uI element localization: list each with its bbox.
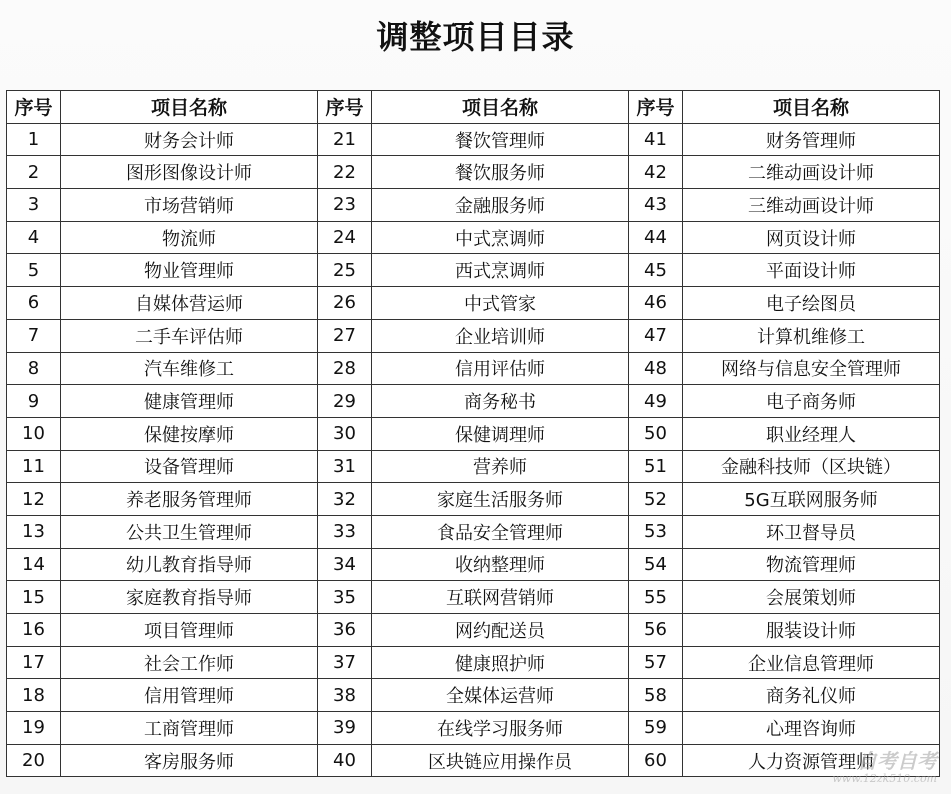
item-serial: 50 bbox=[629, 417, 683, 450]
item-serial: 6 bbox=[7, 287, 61, 320]
item-serial: 23 bbox=[318, 189, 372, 222]
item-serial: 39 bbox=[318, 712, 372, 745]
item-name: 公共卫生管理师 bbox=[61, 515, 318, 548]
table-row bbox=[7, 417, 940, 450]
item-name: 平面设计师 bbox=[683, 254, 940, 287]
table-row bbox=[7, 450, 940, 483]
item-name: 二维动画设计师 bbox=[683, 156, 940, 189]
item-serial: 21 bbox=[318, 123, 372, 156]
item-serial: 11 bbox=[7, 450, 61, 483]
table-row bbox=[7, 679, 940, 712]
item-name: 餐饮管理师 bbox=[372, 123, 629, 156]
item-serial: 51 bbox=[629, 450, 683, 483]
table-row bbox=[7, 712, 940, 745]
item-name: 全媒体运营师 bbox=[372, 679, 629, 712]
item-name: 网约配送员 bbox=[372, 614, 629, 647]
item-name: 企业培训师 bbox=[372, 319, 629, 352]
table-row bbox=[7, 319, 940, 352]
item-name: 财务会计师 bbox=[61, 123, 318, 156]
header-serial-3: 序号 bbox=[629, 91, 683, 124]
item-name: 心理咨询师 bbox=[683, 712, 940, 745]
document-title: 调整项目目录 bbox=[376, 18, 575, 56]
item-name: 养老服务管理师 bbox=[61, 483, 318, 516]
item-name: 计算机维修工 bbox=[683, 319, 940, 352]
item-serial: 12 bbox=[7, 483, 61, 516]
watermark bbox=[832, 751, 937, 784]
item-serial: 27 bbox=[318, 319, 372, 352]
item-name: 电子绘图员 bbox=[683, 287, 940, 320]
item-serial: 29 bbox=[318, 385, 372, 418]
table-row bbox=[7, 254, 940, 287]
header-name-3: 项目名称 bbox=[683, 91, 940, 124]
item-name: 客房服务师 bbox=[61, 744, 318, 777]
item-serial: 44 bbox=[629, 221, 683, 254]
item-name: 收纳整理师 bbox=[372, 548, 629, 581]
item-name: 项目管理师 bbox=[61, 614, 318, 647]
item-name: 人力资源管理师 bbox=[683, 744, 940, 777]
item-name: 幼儿教育指导师 bbox=[61, 548, 318, 581]
item-serial: 53 bbox=[629, 515, 683, 548]
item-serial: 45 bbox=[629, 254, 683, 287]
item-serial: 52 bbox=[629, 483, 683, 516]
header-serial-1: 序号 bbox=[7, 91, 61, 124]
item-name: 商务礼仪师 bbox=[683, 679, 940, 712]
item-serial: 1 bbox=[7, 123, 61, 156]
watermark-logo-text: 自考自考 bbox=[857, 749, 937, 773]
item-name: 环卫督导员 bbox=[683, 515, 940, 548]
table-row bbox=[7, 614, 940, 647]
item-name: 互联网营销师 bbox=[372, 581, 629, 614]
table-row bbox=[7, 744, 940, 777]
item-serial: 41 bbox=[629, 123, 683, 156]
header-name-2: 项目名称 bbox=[372, 91, 629, 124]
item-serial: 59 bbox=[629, 712, 683, 745]
item-serial: 18 bbox=[7, 679, 61, 712]
item-serial: 33 bbox=[318, 515, 372, 548]
item-name: 在线学习服务师 bbox=[372, 712, 629, 745]
item-name: 图形图像设计师 bbox=[61, 156, 318, 189]
item-serial: 10 bbox=[7, 417, 61, 450]
item-name: 中式管家 bbox=[372, 287, 629, 320]
table-row bbox=[7, 548, 940, 581]
item-serial: 55 bbox=[629, 581, 683, 614]
item-name: 健康管理师 bbox=[61, 385, 318, 418]
item-serial: 17 bbox=[7, 646, 61, 679]
header-name-1: 项目名称 bbox=[61, 91, 318, 124]
item-name: 物业管理师 bbox=[61, 254, 318, 287]
item-name: 市场营销师 bbox=[61, 189, 318, 222]
item-serial: 60 bbox=[629, 744, 683, 777]
table-row bbox=[7, 123, 940, 156]
item-serial: 7 bbox=[7, 319, 61, 352]
item-serial: 56 bbox=[629, 614, 683, 647]
table-row bbox=[7, 156, 940, 189]
item-name: 电子商务师 bbox=[683, 385, 940, 418]
item-name: 社会工作师 bbox=[61, 646, 318, 679]
item-name: 西式烹调师 bbox=[372, 254, 629, 287]
item-name: 食品安全管理师 bbox=[372, 515, 629, 548]
table-row bbox=[7, 581, 940, 614]
item-name: 职业经理人 bbox=[683, 417, 940, 450]
item-serial: 26 bbox=[318, 287, 372, 320]
item-serial: 24 bbox=[318, 221, 372, 254]
item-name: 健康照护师 bbox=[372, 646, 629, 679]
item-name: 服装设计师 bbox=[683, 614, 940, 647]
item-serial: 5 bbox=[7, 254, 61, 287]
table-row bbox=[7, 352, 940, 385]
item-serial: 38 bbox=[318, 679, 372, 712]
item-serial: 36 bbox=[318, 614, 372, 647]
catalog-table bbox=[6, 90, 940, 777]
item-serial: 46 bbox=[629, 287, 683, 320]
item-serial: 54 bbox=[629, 548, 683, 581]
item-name: 物流师 bbox=[61, 221, 318, 254]
catalog-body bbox=[7, 123, 940, 777]
item-serial: 19 bbox=[7, 712, 61, 745]
item-serial: 48 bbox=[629, 352, 683, 385]
item-serial: 47 bbox=[629, 319, 683, 352]
item-serial: 4 bbox=[7, 221, 61, 254]
item-serial: 2 bbox=[7, 156, 61, 189]
item-name: 信用管理师 bbox=[61, 679, 318, 712]
item-name: 设备管理师 bbox=[61, 450, 318, 483]
item-name: 家庭生活服务师 bbox=[372, 483, 629, 516]
item-serial: 30 bbox=[318, 417, 372, 450]
item-serial: 13 bbox=[7, 515, 61, 548]
item-name: 商务秘书 bbox=[372, 385, 629, 418]
item-serial: 58 bbox=[629, 679, 683, 712]
item-name: 会展策划师 bbox=[683, 581, 940, 614]
item-name: 金融科技师（区块链） bbox=[683, 450, 940, 483]
item-serial: 42 bbox=[629, 156, 683, 189]
item-name: 工商管理师 bbox=[61, 712, 318, 745]
item-serial: 34 bbox=[318, 548, 372, 581]
item-serial: 40 bbox=[318, 744, 372, 777]
item-name: 家庭教育指导师 bbox=[61, 581, 318, 614]
item-name: 三维动画设计师 bbox=[683, 189, 940, 222]
item-name: 金融服务师 bbox=[372, 189, 629, 222]
watermark-url: www.12zk510.com bbox=[832, 772, 937, 785]
item-serial: 57 bbox=[629, 646, 683, 679]
table-row bbox=[7, 221, 940, 254]
item-name: 营养师 bbox=[372, 450, 629, 483]
item-serial: 8 bbox=[7, 352, 61, 385]
table-header-row bbox=[7, 91, 940, 124]
item-name: 网络与信息安全管理师 bbox=[683, 352, 940, 385]
header-serial-2: 序号 bbox=[318, 91, 372, 124]
item-name: 二手车评估师 bbox=[61, 319, 318, 352]
item-serial: 32 bbox=[318, 483, 372, 516]
item-serial: 28 bbox=[318, 352, 372, 385]
item-name: 财务管理师 bbox=[683, 123, 940, 156]
item-serial: 22 bbox=[318, 156, 372, 189]
item-name: 物流管理师 bbox=[683, 548, 940, 581]
table-row bbox=[7, 189, 940, 222]
item-name: 保健调理师 bbox=[372, 417, 629, 450]
item-name: 5G互联网服务师 bbox=[683, 483, 940, 516]
item-name: 保健按摩师 bbox=[61, 417, 318, 450]
item-serial: 25 bbox=[318, 254, 372, 287]
item-serial: 43 bbox=[629, 189, 683, 222]
item-serial: 3 bbox=[7, 189, 61, 222]
item-name: 自媒体营运师 bbox=[61, 287, 318, 320]
item-serial: 15 bbox=[7, 581, 61, 614]
table-row bbox=[7, 385, 940, 418]
item-serial: 16 bbox=[7, 614, 61, 647]
item-serial: 31 bbox=[318, 450, 372, 483]
table-row bbox=[7, 646, 940, 679]
item-name: 网页设计师 bbox=[683, 221, 940, 254]
item-serial: 49 bbox=[629, 385, 683, 418]
item-serial: 14 bbox=[7, 548, 61, 581]
item-name: 企业信息管理师 bbox=[683, 646, 940, 679]
item-serial: 35 bbox=[318, 581, 372, 614]
item-serial: 20 bbox=[7, 744, 61, 777]
item-serial: 9 bbox=[7, 385, 61, 418]
item-name: 中式烹调师 bbox=[372, 221, 629, 254]
table-row bbox=[7, 515, 940, 548]
item-name: 信用评估师 bbox=[372, 352, 629, 385]
table-row bbox=[7, 287, 940, 320]
item-name: 区块链应用操作员 bbox=[372, 744, 629, 777]
item-name: 餐饮服务师 bbox=[372, 156, 629, 189]
table-row bbox=[7, 483, 940, 516]
item-serial: 37 bbox=[318, 646, 372, 679]
item-name: 汽车维修工 bbox=[61, 352, 318, 385]
